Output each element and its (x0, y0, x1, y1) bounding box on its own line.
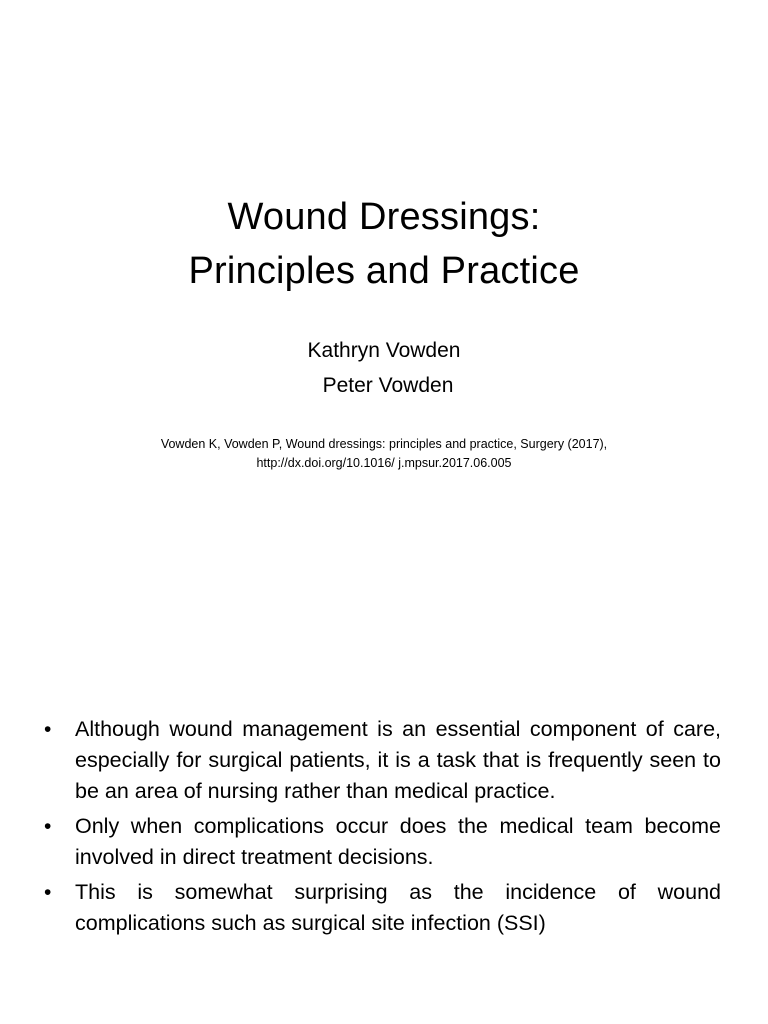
bullet-icon: • (44, 718, 52, 741)
bullet-icon: • (44, 881, 52, 904)
bullet-item (44, 714, 721, 807)
author-list (0, 333, 768, 403)
bullet-item (44, 877, 721, 939)
title-line-2: Principles and Practice (188, 250, 580, 292)
bullet-item (44, 811, 721, 873)
author-name: Peter Vowden (322, 374, 454, 397)
bullet-icon: • (44, 815, 52, 838)
bullet-list (44, 714, 721, 943)
citation-doi-line: http://dx.doi.org/10.1016/ j.mpsur.2017.06.005 (256, 456, 512, 470)
bullet-text: Only when complications occur does the medical team become involved in direct treatment decisions. (75, 814, 721, 869)
bullet-text: This is somewhat surprising as the incidence of wound complications such as surgical site infection (SSI) (75, 880, 721, 935)
citation-line-1: Vowden K, Vowden P, Wound dressings: principles and practice, Surgery (2017), (160, 437, 608, 451)
citation (0, 435, 768, 473)
bullet-text: Although wound management is an essential component of care, especially for surgical patients, it is a task that is frequently seen to be an area of nursing rather than medical practice. (75, 717, 721, 803)
author-name: Kathryn Vowden (307, 339, 461, 362)
title-line-1: Wound Dressings: (227, 196, 541, 238)
slide-title (0, 190, 768, 298)
